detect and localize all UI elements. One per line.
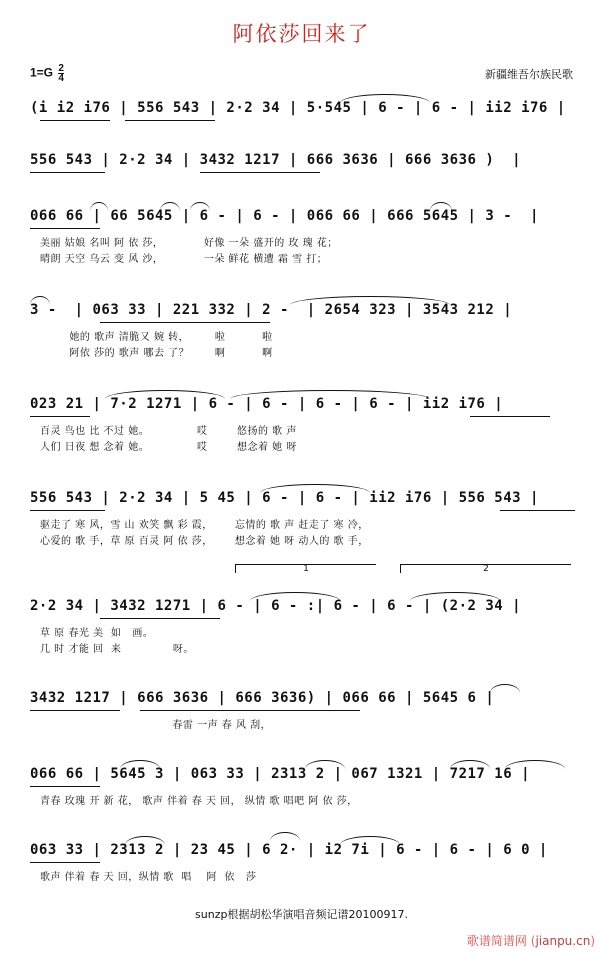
watermark-brand: 歌谱简谱网	[466, 934, 527, 948]
slur-mark	[305, 760, 345, 769]
key-prefix: 1=G	[30, 65, 54, 80]
beam-line	[30, 510, 105, 511]
beam-line	[200, 172, 320, 173]
fermata-mark	[270, 832, 300, 841]
lyric-verse-1: 她的 歌声 清脆又 婉 转， 啦 啦	[40, 332, 273, 343]
tie-mark	[30, 296, 50, 305]
notation-line: 063 33 | 2313 2 | 23 45 | 6 2· | i2 7i | 6 - | 6 - | 6 0 |	[30, 842, 548, 858]
notation-line: 066 66 | 5645 3 | 063 33 | 2313 2 | 067 1321 | 7217 16 |	[30, 766, 531, 782]
score-row-9	[30, 766, 580, 816]
time-denominator: 4	[58, 73, 64, 84]
beam-line	[125, 120, 215, 121]
notation-line: 023 21 | 7·2 1271 | 6 - | 6 - | 6 - | 6 - | ii2 i76 |	[30, 396, 504, 412]
slur-mark	[160, 202, 180, 211]
score-row-4	[30, 302, 580, 362]
slur-mark	[450, 760, 490, 769]
beam-line	[100, 322, 270, 323]
lyric-verse-2: 晴朗 天空 乌云 变 风 沙， 一朵 鲜花 横遭 霜 雪 打；	[40, 254, 328, 265]
second-ending-bracket	[400, 564, 571, 573]
beam-line	[30, 710, 120, 711]
notation-line: 556 543 | 2·2 34 | 3432 1217 | 666 3636 | 666 3636 ) |	[30, 152, 522, 168]
beam-line	[500, 510, 575, 511]
transcription-credit: sunzp根据胡松华演唱音频记谱20100917.	[195, 908, 408, 921]
lyric-verse-1: 草 原 春光 美 如 画。	[40, 628, 154, 639]
notation-line: 556 543 | 2·2 34 | 5 45 | 6 - | 6 - | ii2 i76 | 556 543 |	[30, 490, 539, 506]
tie-mark	[290, 296, 450, 305]
beam-line	[40, 120, 110, 121]
score-row-2	[30, 152, 580, 182]
score-row-7	[30, 564, 580, 662]
lyric-verse-1: 春雷 一声 春 风 刮，	[40, 720, 272, 731]
tie-mark	[340, 94, 430, 103]
slur-mark	[120, 760, 160, 769]
slur-mark	[190, 202, 210, 211]
volta-2-number: 2	[483, 564, 489, 574]
lyric-verse-1: 驱走了 寒 风，雪 山 欢笑 飘 彩 霞， 忘情的 歌 声 赶走了 寒 冷，	[40, 520, 369, 531]
lyric-verse-2: 心爱的 歌 手，草 原 百灵 阿 依 莎， 想念着 她 呀 动人的 歌 手，	[40, 536, 369, 547]
lyric-verse-1: 歌声 伴着 春 天 回，纵情 歌 唱 阿 依 莎	[40, 872, 257, 883]
tie-mark	[250, 592, 340, 601]
beam-line	[470, 416, 550, 417]
notation-line: 066 66 | 66 5645 | 6 - | 6 - | 066 66 | 666 5645 | 3 - |	[30, 208, 539, 224]
score-row-1	[30, 100, 580, 130]
first-ending-bracket	[235, 564, 376, 573]
lyric-verse-2: 人们 日夜 想 念着 她。 哎 想念着 她 呀	[40, 442, 297, 453]
time-numerator: 2	[58, 63, 64, 74]
slur-mark	[90, 202, 108, 211]
lyric-verse-1: 百灵 鸟也 比 不过 她。 哎 悠扬的 歌 声	[40, 426, 297, 437]
site-watermark	[467, 932, 595, 949]
lyric-verse-1: 美丽 姑娘 名叫 阿 依 莎， 好像 一朵 盛开的 玫 瑰 花；	[40, 238, 338, 249]
slur-mark	[105, 390, 225, 399]
slur-mark	[125, 836, 165, 845]
song-title: 阿依莎回来了	[232, 22, 371, 46]
beam-line	[30, 416, 90, 417]
song-source: 新疆维吾尔族民歌	[485, 68, 573, 81]
watermark-separator: (	[530, 934, 536, 948]
score-row-8	[30, 690, 580, 740]
tie-mark	[410, 592, 500, 601]
key-signature	[30, 64, 64, 83]
time-signature	[58, 64, 64, 83]
notation-line: 3 - | 063 33 | 221 332 | 2 - | 2654 323 | 3543 212 |	[30, 302, 513, 318]
slur-mark	[490, 684, 520, 693]
lyric-verse-2: 阿依 莎的 歌声 哪去 了？ 啊 啊	[40, 348, 273, 359]
watermark-separator: )	[590, 934, 595, 948]
beam-line	[30, 172, 105, 173]
beam-line	[30, 786, 100, 787]
slur-mark	[430, 202, 452, 211]
watermark-domain: jianpu.cn	[535, 934, 591, 948]
tie-mark	[260, 484, 370, 493]
score-row-10	[30, 842, 580, 892]
beam-line	[100, 618, 220, 619]
score-row-3	[30, 208, 580, 268]
beam-line	[140, 710, 360, 711]
beam-line	[30, 228, 100, 229]
score-row-5	[30, 396, 580, 456]
tie-mark	[230, 390, 430, 399]
slur-mark	[505, 760, 565, 769]
volta-1-number: 1	[303, 564, 309, 574]
beam-line	[30, 862, 100, 863]
lyric-verse-1: 青春 玫瑰 开 新 花， 歌声 伴着 春 天 回， 纵情 歌 唱吧 阿 依 莎，	[40, 796, 358, 807]
notation-line: 3432 1217 | 666 3636 | 666 3636) | 066 66 | 5645 6 |	[30, 690, 495, 706]
notation-line: 2·2 34 | 3432 1271 | 6 - | 6 - :| 6 - | 6 - | (2·2 34 |	[30, 598, 522, 614]
lyric-verse-2: 几 时 才能 回 来 呀。	[40, 644, 194, 655]
slur-mark	[340, 836, 400, 845]
notation-line: (i i2 i76 | 556 543 | 2·2 34 | 5·545 | 6 - | 6 - | ii2 i76 |	[30, 100, 566, 116]
score-row-6	[30, 490, 580, 550]
